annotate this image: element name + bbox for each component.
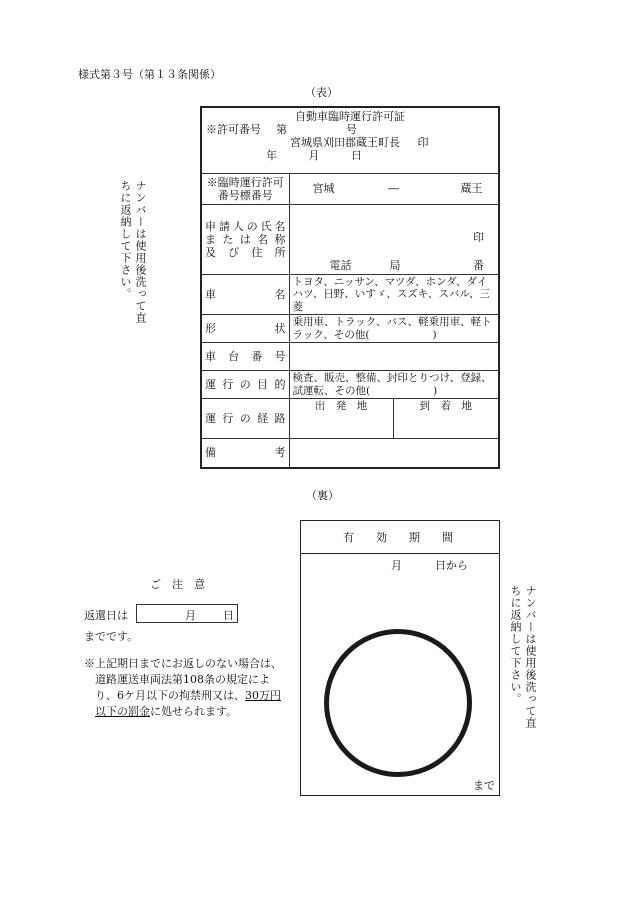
- until-text: までです。: [84, 630, 139, 643]
- validity-month: 月: [391, 559, 402, 572]
- remarks-value: [289, 438, 499, 468]
- remarks-label-2: 考: [274, 446, 286, 460]
- issuer: 宮城県刈田郡蔵王町長: [290, 136, 400, 149]
- permit-table: [200, 106, 500, 469]
- applicant-label-3: 及び住所: [205, 245, 286, 259]
- permit-no-dai: 第: [276, 123, 287, 136]
- applicant-label-1: 申請人の氏名: [205, 219, 286, 233]
- seal-ring: [324, 629, 472, 777]
- shapes: 乗用車、トラック、バス、軽乗用車、軽トラック、その他( ): [289, 315, 499, 343]
- validity-title: 有効期間: [301, 521, 499, 554]
- date-month: 月: [308, 149, 320, 162]
- warning-penalty: 以下の罰金: [95, 705, 150, 718]
- warning-mark: ※: [84, 657, 95, 670]
- route-to: 到 着 地: [393, 399, 499, 415]
- phone-ban: 番: [473, 258, 484, 272]
- phone-kyoku: 局: [389, 258, 401, 272]
- date-day: 日: [351, 149, 362, 162]
- applicant-value-cell: [289, 204, 499, 274]
- car-name-label-cell: [201, 274, 289, 315]
- plate-label-1: ※臨時運行許可: [206, 175, 284, 189]
- permit-no-go: 号: [346, 123, 357, 136]
- plate-dash: ―: [388, 182, 399, 195]
- purposes: 検査、販売、整備、封印とりつけ、登録、試運転、その他( ): [289, 371, 499, 399]
- warning-line-3: り、6ケ月以下の拘禁刑又は、: [95, 689, 245, 702]
- return-day: 日: [223, 609, 234, 622]
- chassis-value: [289, 343, 499, 371]
- date-year: 年: [266, 149, 277, 162]
- back-side-label: （裏）: [306, 489, 339, 502]
- notice-title: ご 注 意: [150, 578, 205, 591]
- front-side-label: （表）: [305, 86, 338, 99]
- warning-line-4: に処せられます。: [150, 705, 238, 718]
- permit-header-cell: [201, 107, 499, 173]
- return-date-label: 返還日は: [84, 609, 128, 622]
- plate-pref: 宮城: [312, 182, 335, 195]
- remarks-label-1: 備: [205, 446, 216, 460]
- route-from-value: [289, 414, 393, 438]
- shape-label-cell: [201, 315, 289, 343]
- chassis-label-cell: [201, 343, 289, 371]
- purpose-label: 運行の目的: [205, 378, 286, 391]
- route-from: 出 発 地: [289, 399, 393, 415]
- chassis-label: 車台番号: [205, 350, 286, 363]
- plate-label-cell: [201, 173, 289, 204]
- plate-town: 蔵王: [460, 182, 483, 195]
- permit-no-label: ※許可番号: [206, 123, 261, 136]
- remarks-label-cell: [201, 438, 289, 468]
- plate-number-cell: [289, 173, 499, 204]
- form-number: 様式第３号（第１３条関係）: [78, 68, 221, 81]
- validity-from: 日から: [435, 559, 468, 572]
- car-name-label-1: 車: [205, 287, 216, 301]
- validity-until: まで: [473, 779, 495, 792]
- purpose-label-cell: [201, 371, 289, 399]
- applicant-seal: 印: [473, 230, 484, 244]
- permit-title: 自動車臨時運行許可証: [295, 110, 405, 123]
- car-name-label-2: 名: [274, 287, 286, 301]
- route-label-cell: [201, 399, 289, 439]
- back-return-note: ナンバーは使用後洗って直ちに返納して下さい。: [509, 585, 537, 729]
- phone-label: 電話: [329, 258, 352, 272]
- route-label: 運行の経路: [205, 411, 286, 425]
- shape-label-1: 形: [205, 322, 216, 335]
- warning-block: [84, 656, 300, 720]
- car-names: トヨタ、ニッサン、マツダ、ホンダ、ダイハツ、日野、いすゞ、スズキ、スバル、三菱: [289, 274, 499, 315]
- front-return-note: ナンバーは使用後洗って直ちに返納して下さい。: [119, 180, 147, 324]
- shape-label-2: 状: [274, 322, 286, 335]
- validity-box: [300, 520, 500, 796]
- return-month: 月: [185, 609, 196, 622]
- applicant-label-cell: [201, 204, 289, 274]
- warning-line-1: 上記期日までにお返しのない場合は、: [95, 657, 282, 670]
- issuer-seal: 印: [417, 136, 429, 149]
- warning-amount: 30万円: [245, 689, 281, 702]
- applicant-label-2: または名称: [205, 232, 286, 246]
- plate-label-2: 番号標番号: [217, 188, 273, 202]
- return-date-box: [136, 604, 238, 623]
- warning-line-2: 道路運送車両法第108条の規定によ: [95, 673, 270, 686]
- route-to-value: [393, 414, 499, 438]
